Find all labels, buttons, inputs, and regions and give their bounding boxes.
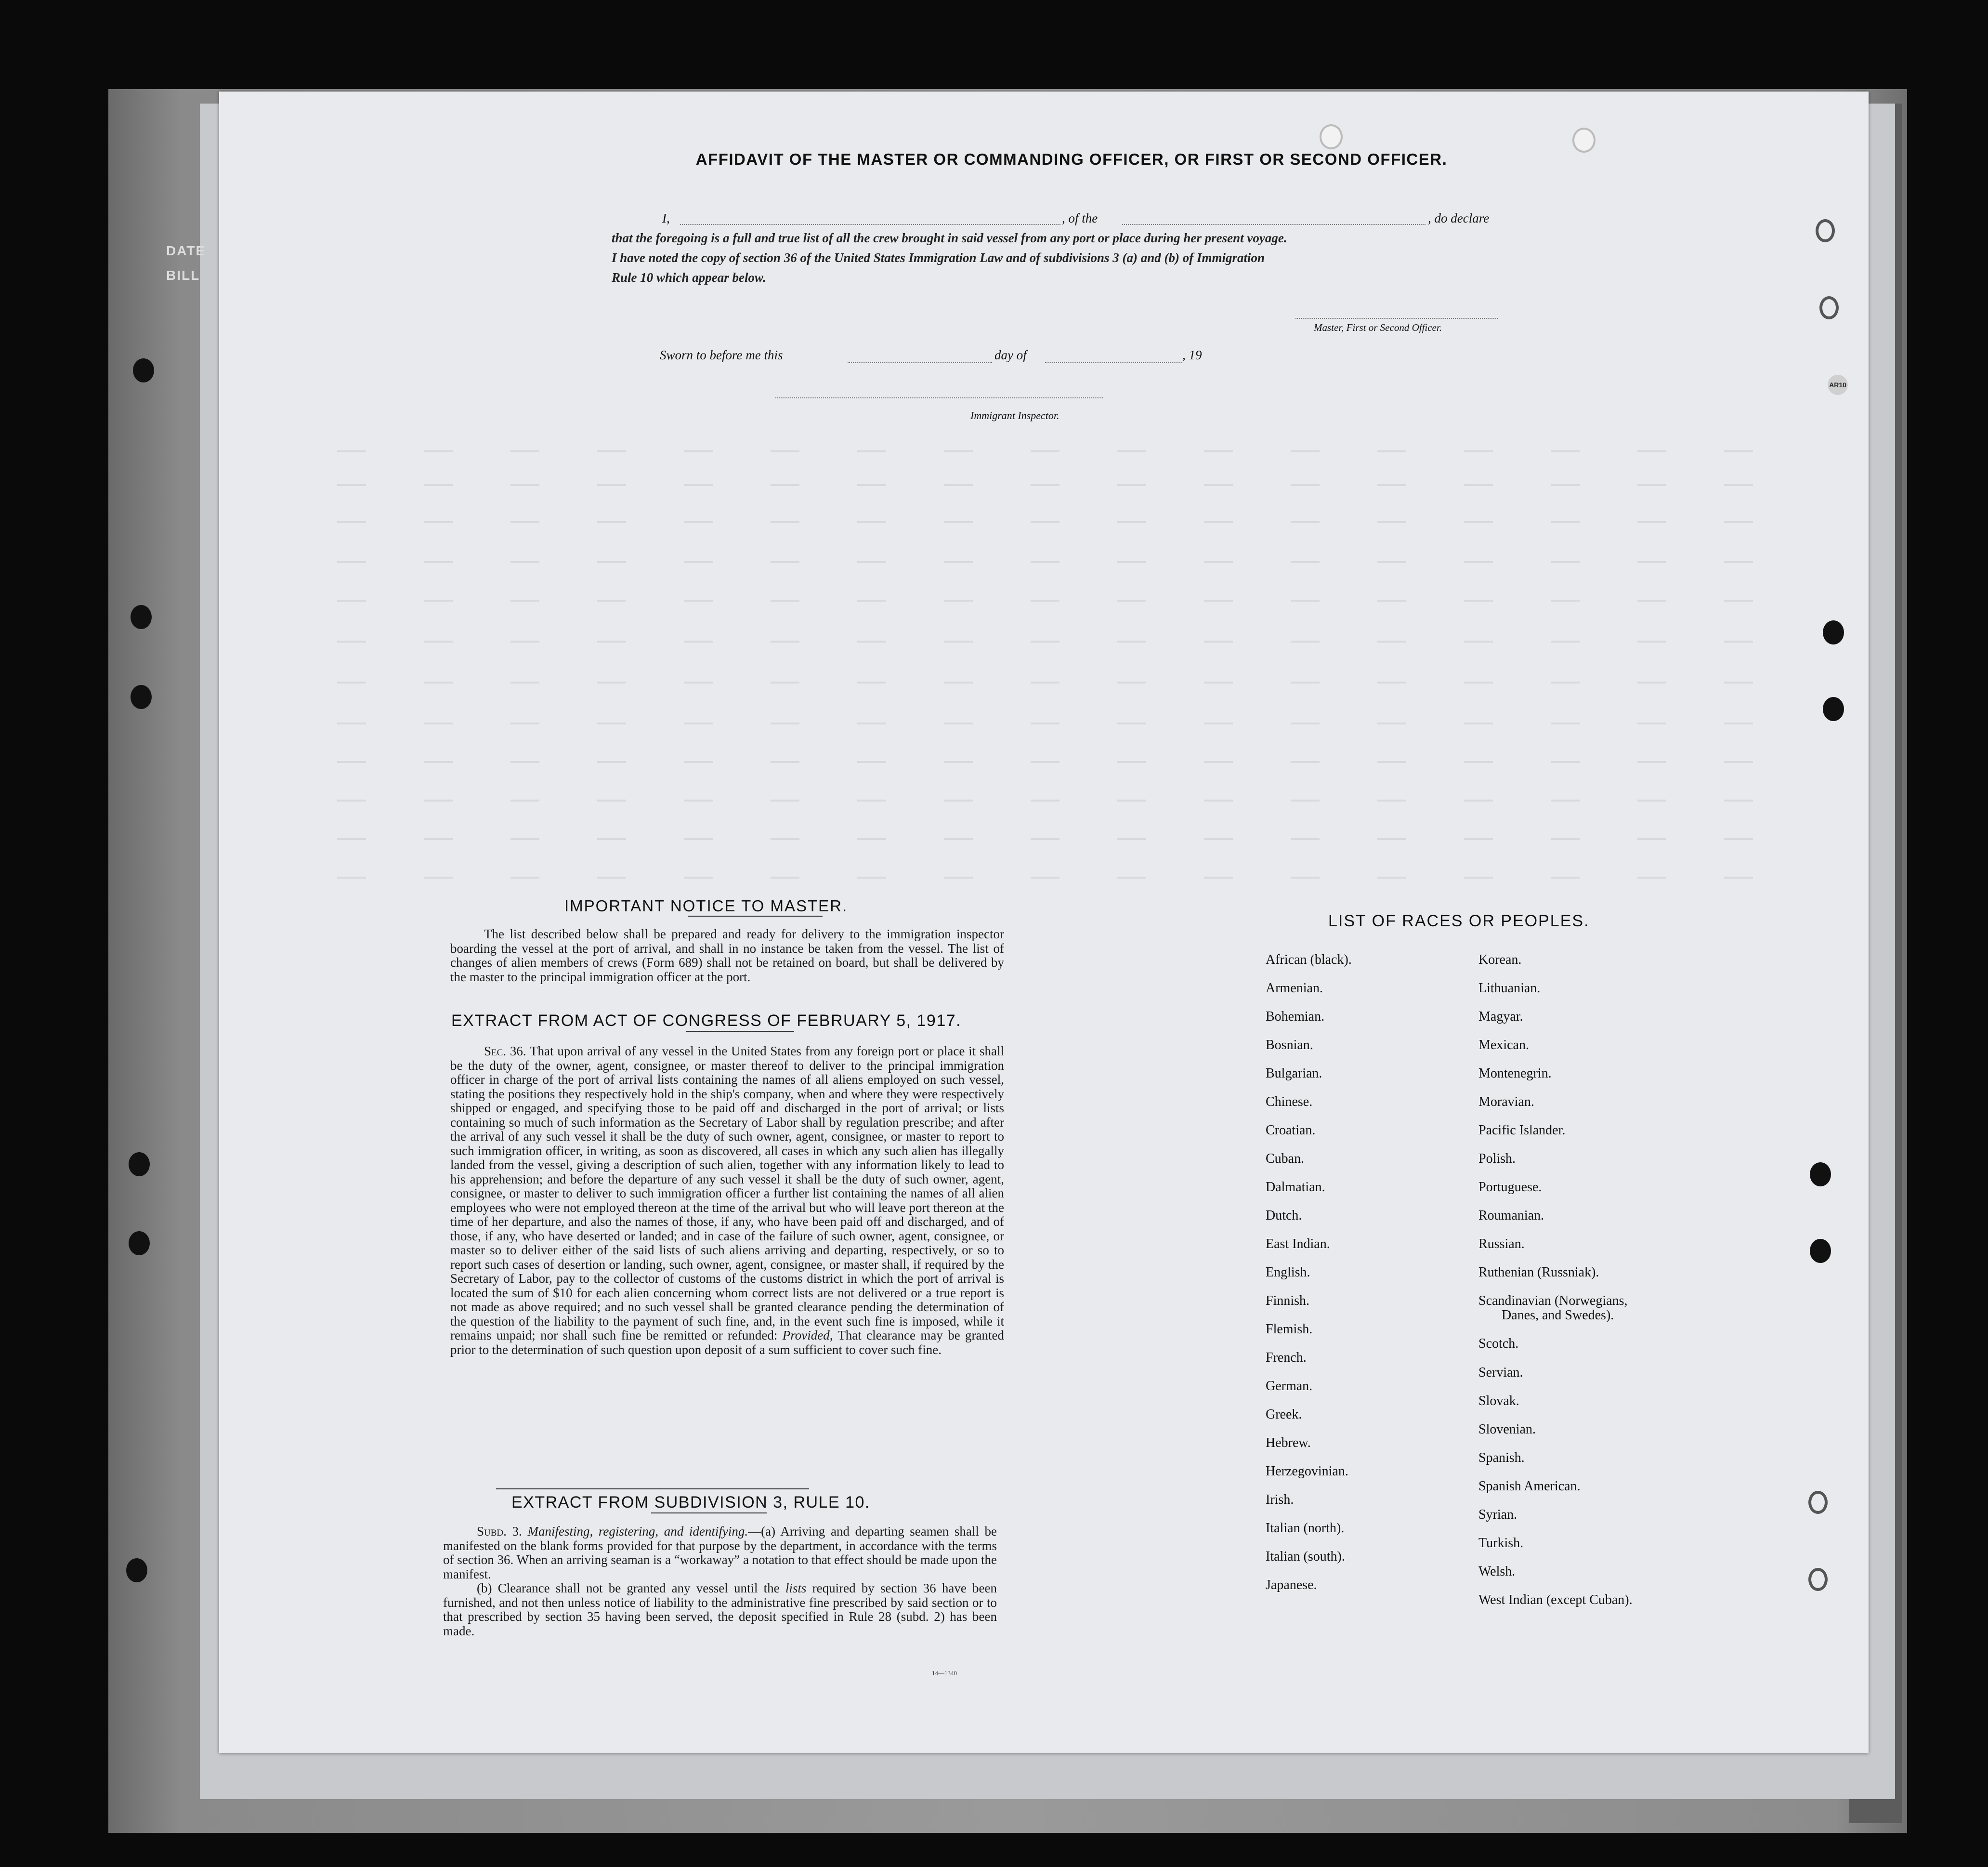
- race-item: Magyar.: [1478, 1009, 1523, 1024]
- bleed-through-row: [337, 838, 1782, 840]
- sworn-text: Sworn to before me this: [660, 348, 783, 362]
- race-item: Spanish American.: [1478, 1479, 1581, 1494]
- rule-subd-heading: Manifesting, registering, and identifying.: [527, 1524, 748, 1538]
- race-item: Armenian.: [1266, 981, 1323, 996]
- race-item: Italian (north).: [1266, 1521, 1345, 1536]
- declaration-i: I,: [662, 211, 670, 225]
- act-extract-body: [450, 1044, 1004, 1357]
- year-prefix: , 19: [1182, 348, 1202, 362]
- race-item: Croatian.: [1266, 1123, 1316, 1138]
- race-item: Dutch.: [1266, 1208, 1302, 1223]
- rule-para-b: [443, 1581, 997, 1638]
- signature-label: Master, First or Second Officer.: [1314, 322, 1442, 333]
- sworn-month-field[interactable]: [1045, 362, 1182, 363]
- rule-para-a: [443, 1525, 997, 1581]
- affidavit-body-line: Rule 10 which appear below.: [612, 270, 766, 285]
- race-item: Hebrew.: [1266, 1435, 1311, 1450]
- punch-hole: [1808, 1568, 1828, 1591]
- record-badge: AR10: [1828, 375, 1848, 395]
- race-item: Syrian.: [1478, 1507, 1517, 1522]
- race-item: Korean.: [1478, 952, 1522, 967]
- form-code: 14—1340: [932, 1670, 957, 1677]
- bleed-through-row: [337, 450, 1782, 452]
- race-item: Dalmatian.: [1266, 1180, 1325, 1195]
- sworn-day-field[interactable]: [848, 362, 992, 363]
- race-item: Welsh.: [1478, 1564, 1516, 1579]
- rule-extract-title: EXTRACT FROM SUBDIVISION 3, RULE 10.: [511, 1493, 870, 1512]
- race-item: Irish.: [1266, 1492, 1294, 1507]
- act-body: That upon arrival of any vessel in the United States from any foreign port or place it shall be the duty of the owner, agent, consignee, or master thereof to deliver to the principal immigration officer in charge of the port of arrival lists containing the names of all aliens employed on such vessel, stating the positions they respectively hold in the ship's company, when and where they were respectively shipped or engaged, and specifying those to be paid off and discharged in the port of arrival; or lists containing so much of such information as the Secretary of Labor shall by regulation prescribe; and after the arrival of any such vessel it shall be the duty of such owner, agent, consignee, or master to report to such immigration officer, in writing, as soon as discovered, all cases in which any such alien has illegally landed from the vessel, giving a description of such alien, together with any information likely to lead to his apprehension; and before the departure of any such vessel it shall be the duty of such owner, agent, consignee, or master to deliver to such immigration officer a further list containing the names of all alien employees who were not employed thereon at the time of the arrival but who will leave port thereon at the time of her departure, and also the names of those, if any, who have been paid off and discharged, and of those, if any, who have deserted or landed; and in case of the failure of such owner, agent, consignee, or master so to deliver either of the said lists of such aliens arriving and departing, respectively, or so to report such cases of desertion or landing, such owner, agent, consignee, or master shall, if required by the Secretary of Labor, pay to the collector of customs of the customs district in which the port of arrival is located the sum of $10 for each alien concerning whom correct lists are not delivered or a true report is not made as above required; and no such vessel shall be granted clearance pending the determination of the question of the liability to the payment of such fine, and, in the event such fine is imposed, while it remains unpaid; nor shall such fine be remitted or refunded:: [450, 1044, 1004, 1342]
- affidavit-body-line: I have noted the copy of section 36 of the United States Immigration Law and of subdivisions 3 (a) and (b) of Immigration: [612, 250, 1265, 265]
- race-item: Italian (south).: [1266, 1549, 1345, 1564]
- declaration-do-declare: , do declare: [1428, 211, 1490, 225]
- rule-para-b-lists: lists: [785, 1581, 807, 1595]
- bleed-through-row: [337, 800, 1782, 802]
- affidavit-title: AFFIDAVIT OF THE MASTER OR COMMANDING OFFICER, OR FIRST OR SECOND OFFICER.: [695, 150, 1448, 168]
- race-item: Scotch.: [1478, 1336, 1519, 1351]
- rule-para-a-text: —(a) Arriving and departing seamen shall be manifested on the blank forms provided for that purpose by the department, in accordance with the terms of section 36. When an arriving seaman is a “workaway” a notation to that effect should be made upon the manifest.: [443, 1524, 997, 1581]
- race-item: Ruthenian (Russniak).: [1478, 1265, 1599, 1280]
- bleed-through-row: [337, 761, 1782, 763]
- race-item: Chinese.: [1266, 1094, 1313, 1109]
- race-item: Slovenian.: [1478, 1422, 1536, 1437]
- rule-para-b-start: (b) Clearance shall not be granted any vessel until the: [477, 1581, 780, 1595]
- race-item: Cuban.: [1266, 1151, 1305, 1166]
- race-item: Bulgarian.: [1266, 1066, 1322, 1081]
- inspector-signature-field[interactable]: [775, 397, 1103, 398]
- race-item: Lithuanian.: [1478, 981, 1541, 996]
- sheet-hole: [1320, 124, 1343, 149]
- bleed-through-row: [337, 723, 1782, 724]
- race-item: Greek.: [1266, 1407, 1302, 1422]
- race-item: Mexican.: [1478, 1038, 1529, 1052]
- notice-body: [450, 927, 1004, 984]
- race-item: Spanish.: [1478, 1450, 1525, 1465]
- act-body-end: That clearance may be granted prior to the determination of such question upon deposit of a sum sufficient to cover such fine.: [450, 1328, 1004, 1357]
- affidavit-body: [612, 228, 1527, 288]
- bleed-through-row: [337, 521, 1782, 523]
- punch-hole: [1823, 697, 1844, 721]
- act-sec-label: Sec. 36.: [484, 1044, 526, 1058]
- race-item: Herzegovinian.: [1266, 1464, 1348, 1479]
- punch-hole: [1808, 1491, 1828, 1514]
- vessel-name-field[interactable]: [1122, 224, 1426, 225]
- race-item: Montenegrin.: [1478, 1066, 1552, 1081]
- rule-subd-label: Subd. 3.: [477, 1524, 522, 1538]
- bleed-through-row: [337, 600, 1782, 602]
- race-item: German.: [1266, 1379, 1313, 1394]
- officer-signature-field[interactable]: [1295, 318, 1498, 319]
- bleed-through-row: [337, 682, 1782, 684]
- race-item-line: Scandinavian (Norwegians,: [1478, 1293, 1628, 1308]
- act-extract-text: [450, 1044, 1004, 1357]
- rule-title-top-line: [496, 1488, 809, 1489]
- notice-body-text: The list described below shall be prepared and ready for delivery to the immigration inspector boarding the vessel at the port of arrival, and shall in no instance be taken from the vessel. The list of changes of alien members of crews (Form 689) shall not be retained on board, but shall be delivered by the master to the principal immigration officer at the port.: [450, 927, 1004, 984]
- race-item: Russian.: [1478, 1236, 1525, 1251]
- act-provided: Provided,: [782, 1328, 833, 1342]
- notice-title: IMPORTANT NOTICE TO MASTER.: [564, 897, 848, 915]
- punch-hole: [131, 685, 152, 709]
- race-item: Roumanian.: [1478, 1208, 1544, 1223]
- edge-stamp-text: DATE: [166, 243, 206, 258]
- race-item: African (black).: [1266, 952, 1352, 967]
- race-item: French.: [1266, 1350, 1307, 1365]
- race-item: Japanese.: [1266, 1578, 1317, 1592]
- edge-stamp-text: BILL: [166, 268, 200, 283]
- punch-hole: [1810, 1162, 1831, 1186]
- rule-title-underline: [651, 1512, 767, 1513]
- day-of-text: day of: [994, 348, 1027, 362]
- race-item: [1478, 1294, 1633, 1337]
- bleed-through-row: [337, 641, 1782, 643]
- punch-hole: [129, 1231, 150, 1255]
- races-right-column: [1478, 953, 1633, 1621]
- punch-hole: [131, 605, 152, 629]
- bleed-through-row: [337, 877, 1782, 879]
- declaration-of-the: , of the: [1062, 211, 1098, 225]
- race-item: Bohemian.: [1266, 1009, 1325, 1024]
- act-title-underline: [686, 1031, 794, 1032]
- race-item: Moravian.: [1478, 1094, 1534, 1109]
- bleed-through-row: [337, 484, 1782, 486]
- punch-hole: [133, 358, 154, 382]
- races-left-column: [1266, 953, 1352, 1606]
- race-item: Finnish.: [1266, 1293, 1310, 1308]
- race-item: Slovak.: [1478, 1394, 1519, 1408]
- punch-hole: [1823, 620, 1844, 644]
- race-item: Turkish.: [1478, 1536, 1524, 1551]
- race-item: Servian.: [1478, 1365, 1523, 1380]
- punch-hole: [1819, 296, 1839, 319]
- punch-hole: [1816, 219, 1835, 242]
- punch-hole: [126, 1558, 147, 1582]
- officer-name-field[interactable]: [680, 224, 1060, 225]
- rule-para-b-end: required by section 36 have been furnished, and not then unless notice of liability to the administrative fine prescribed by said section or to that prescribed by section 35 having been served, the deposit specified in Rule 28 (subd. 2) has been made.: [443, 1581, 997, 1638]
- race-item: West Indian (except Cuban).: [1478, 1592, 1633, 1607]
- bleed-through-row: [337, 561, 1782, 563]
- race-item: East Indian.: [1266, 1236, 1330, 1251]
- race-item: Bosnian.: [1266, 1038, 1313, 1052]
- act-extract-title: EXTRACT FROM ACT OF CONGRESS OF FEBRUARY 5, 1917.: [451, 1012, 962, 1030]
- punch-hole: [1810, 1239, 1831, 1263]
- races-title: LIST OF RACES OR PEOPLES.: [1328, 912, 1590, 930]
- notice-underline: [688, 916, 823, 917]
- punch-hole: [129, 1152, 150, 1176]
- race-item: Flemish.: [1266, 1322, 1313, 1337]
- rule-extract-body: [443, 1525, 997, 1638]
- race-item: Portuguese.: [1478, 1180, 1542, 1195]
- sheet-hole: [1572, 128, 1596, 153]
- race-item: Pacific Islander.: [1478, 1123, 1566, 1138]
- inspector-label: Immigrant Inspector.: [970, 409, 1059, 421]
- affidavit-body-line: that the foregoing is a full and true list of all the crew brought in said vessel from any port or place during her present voyage.: [612, 231, 1287, 245]
- race-item: English.: [1266, 1265, 1310, 1280]
- race-item-line: Danes, and Swedes).: [1502, 1308, 1614, 1323]
- race-item: Polish.: [1478, 1151, 1516, 1166]
